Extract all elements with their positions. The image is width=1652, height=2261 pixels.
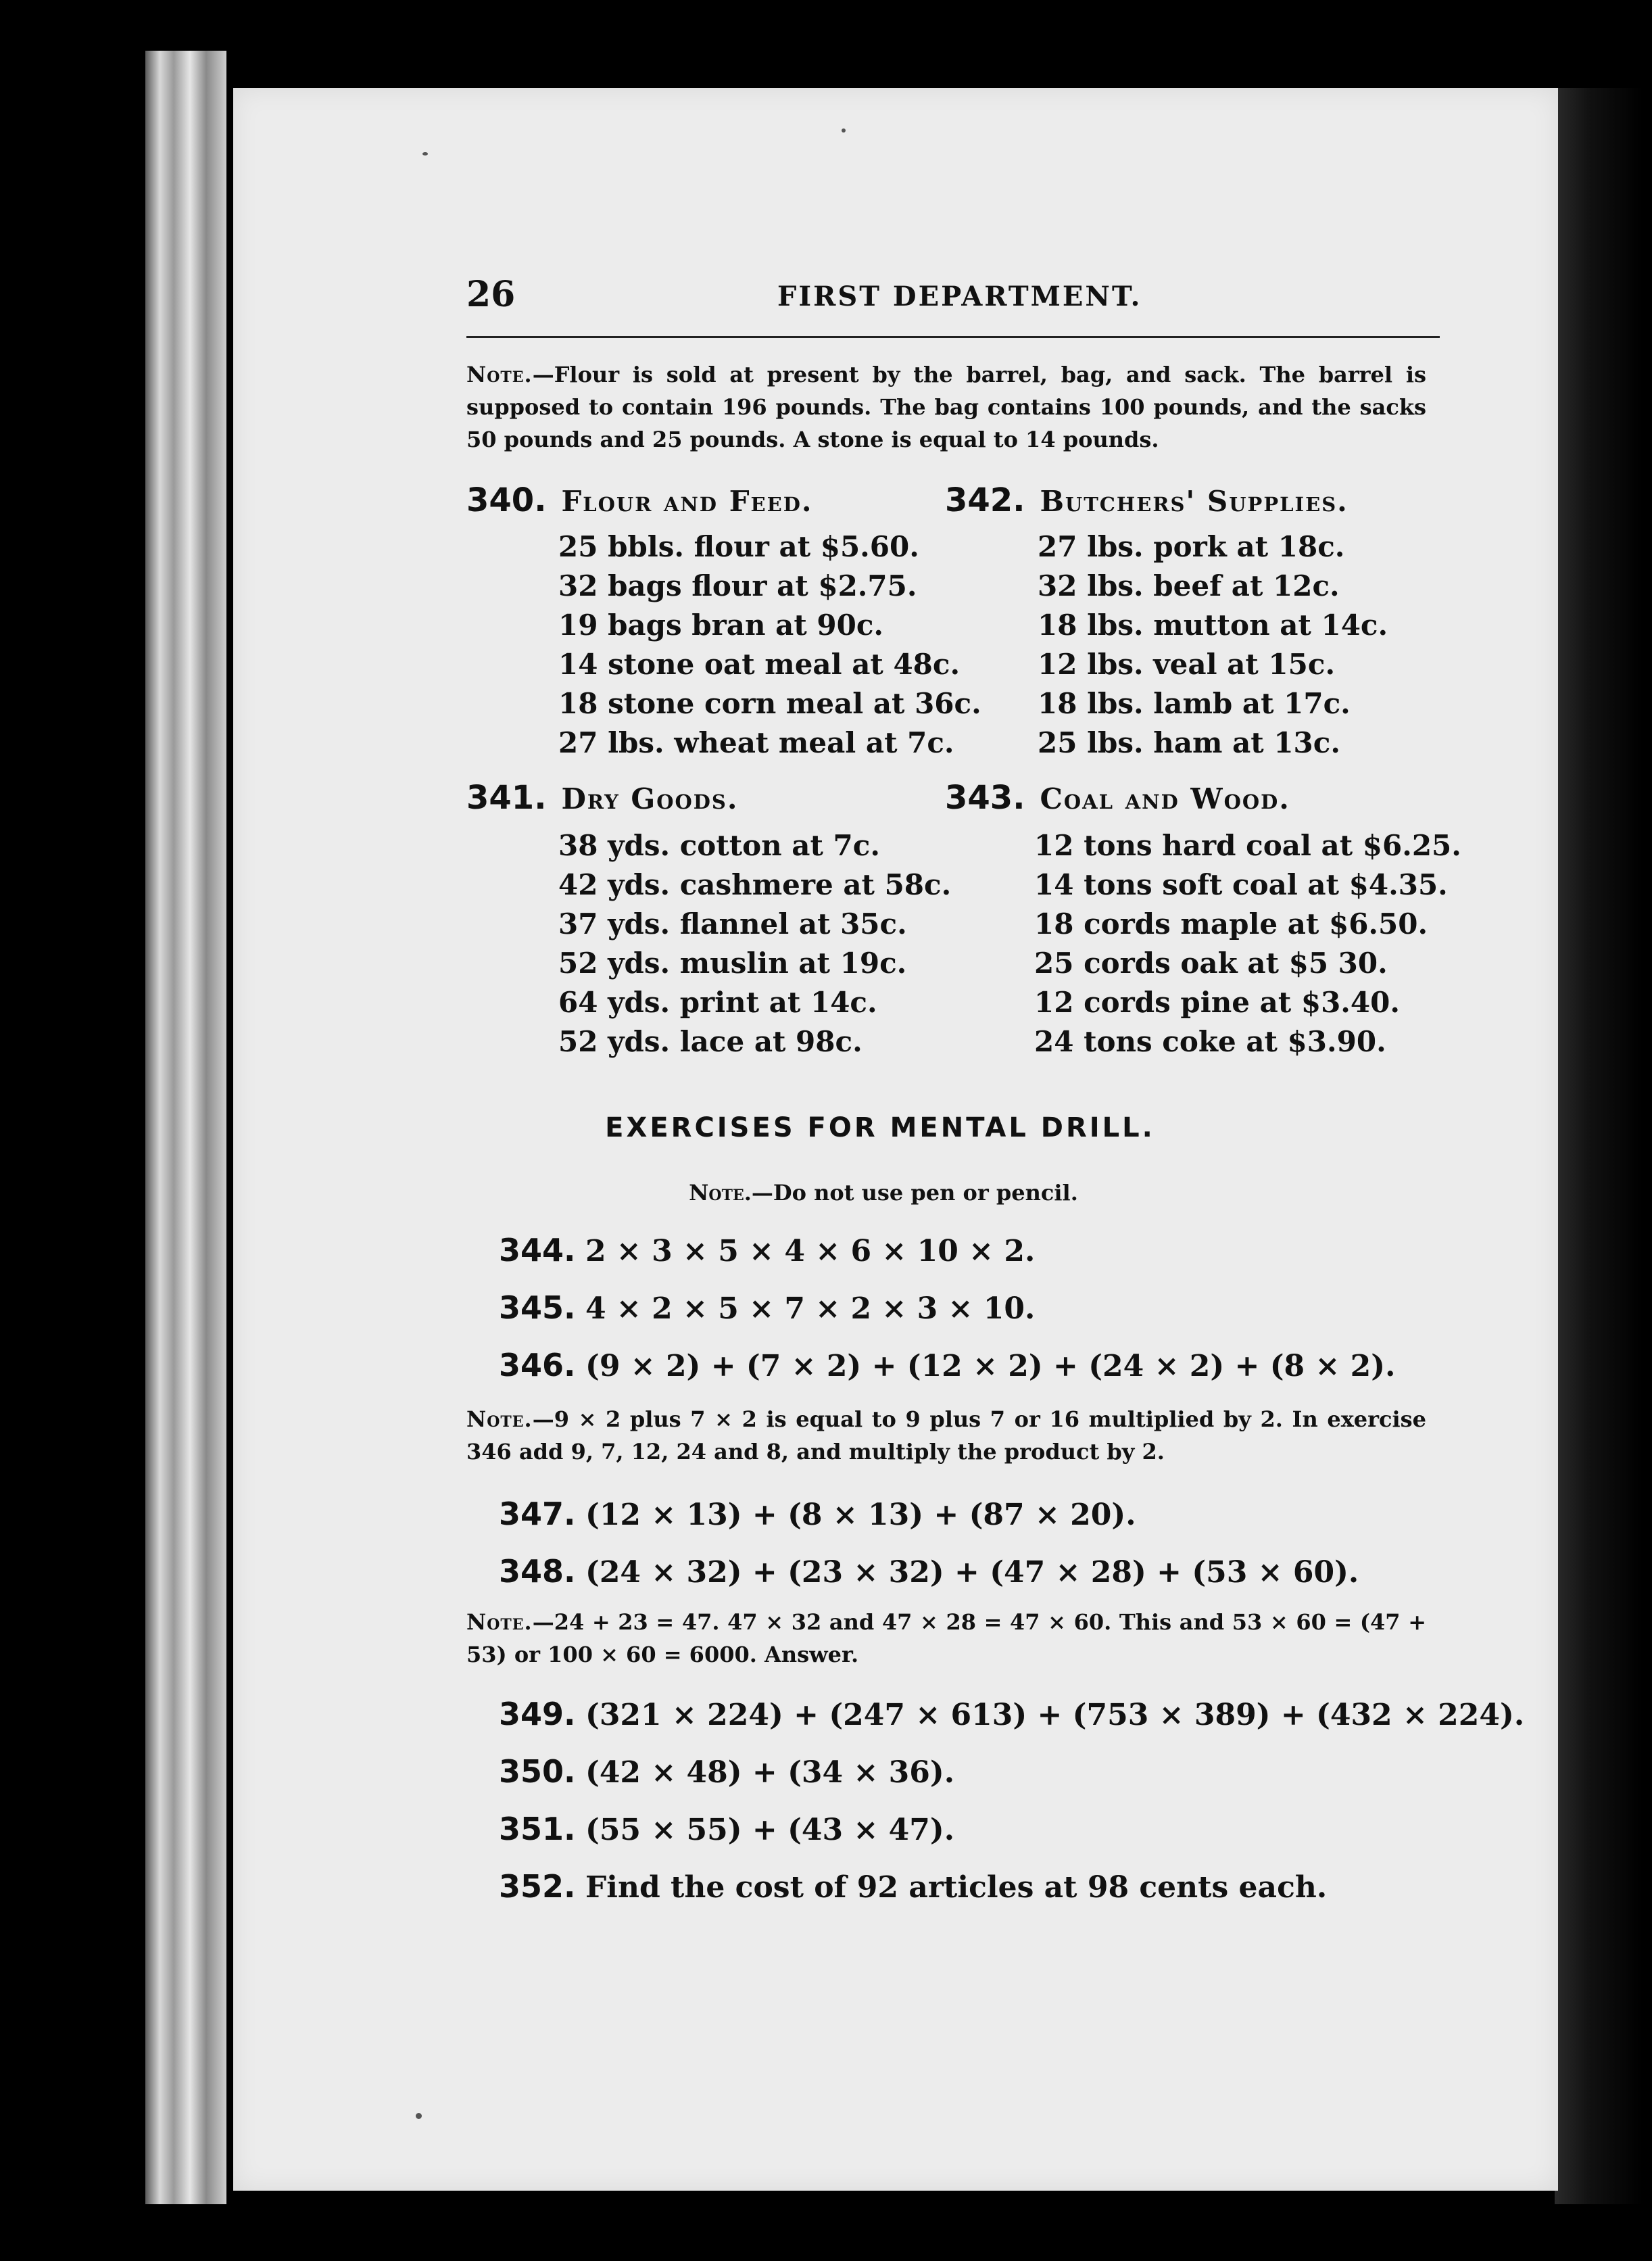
list-item: 18 lbs. mutton at 14c. [1038, 609, 1388, 642]
exercise-text: (24 × 32) + (23 × 32) + (47 × 28) + (53 × 60). [585, 1555, 1359, 1590]
exercise-text: 2 × 3 × 5 × 4 × 6 × 10 × 2. [585, 1234, 1036, 1268]
note-text: —Flour is sold at present by the barrel, bag, and sack. The barrel is supposed to contain 196 pounds. The bag contains 100 pounds, and the sacks 50 pounds and 25 pounds. A stone is equal to 14 pounds. [466, 362, 1426, 452]
exercise-346 [499, 1347, 1395, 1383]
problem-title: Butchers' Supplies. [1040, 485, 1349, 518]
problem-title: Coal and Wood. [1040, 782, 1290, 815]
exercise-number: 351. [499, 1811, 576, 1847]
problem-number: 343. [945, 779, 1025, 817]
exercise-text: Find the cost of 92 articles at 98 cents each. [585, 1870, 1328, 1905]
book-spine-shadow [1555, 88, 1643, 2204]
exercise-text: (9 × 2) + (7 × 2) + (12 × 2) + (24 × 2) + (8 × 2). [585, 1349, 1396, 1383]
list-item: 32 bags flour at $2.75. [558, 569, 917, 602]
problem-number: 340. [466, 481, 547, 519]
note-label: Note. [689, 1180, 752, 1206]
problem-341-list [558, 826, 951, 1062]
list-item: 27 lbs. pork at 18c. [1038, 530, 1345, 563]
problem-340-heading [466, 481, 813, 519]
scan-speck [842, 128, 846, 133]
list-item: 14 tons soft coal at $4.35. [1034, 868, 1448, 901]
list-item: 37 yds. flannel at 35c. [558, 907, 907, 941]
list-item: 25 lbs. ham at 13c. [1038, 726, 1340, 759]
exercise-number: 352. [499, 1868, 576, 1905]
list-item: 12 lbs. veal at 15c. [1038, 648, 1336, 681]
exercise-number: 350. [499, 1753, 576, 1790]
exercise-number: 345. [499, 1289, 576, 1326]
list-item: 18 cords maple at $6.50. [1034, 907, 1428, 941]
exercise-350 [499, 1753, 954, 1790]
scan-speck [422, 152, 428, 156]
list-item: 25 bbls. flour at $5.60. [558, 530, 919, 563]
exercise-345 [499, 1289, 1035, 1326]
list-item: 27 lbs. wheat meal at 7c. [558, 726, 954, 759]
problem-343-heading [945, 779, 1290, 817]
note-label: Note. [466, 1609, 533, 1635]
exercise-number: 344. [499, 1232, 576, 1268]
list-item: 42 yds. cashmere at 58c. [558, 868, 952, 901]
exercise-number: 348. [499, 1553, 576, 1590]
note-label: Note. [466, 1406, 533, 1432]
exercise-text: (321 × 224) + (247 × 613) + (753 × 389) + (432 × 224). [585, 1698, 1525, 1732]
list-item: 12 cords pine at $3.40. [1034, 986, 1400, 1019]
exercise-346-note [466, 1403, 1426, 1468]
problem-341-heading [466, 779, 739, 817]
list-item: 64 yds. print at 14c. [558, 986, 877, 1019]
problem-number: 341. [466, 779, 547, 817]
list-item: 18 lbs. lamb at 17c. [1038, 687, 1351, 720]
note-text: —24 + 23 = 47. 47 × 32 and 47 × 28 = 47 × 60. This and 53 × 60 = (47 + 53) or 100 × 60 = 6000. Answer. [466, 1609, 1426, 1667]
problem-342-heading [945, 481, 1349, 519]
list-item: 24 tons coke at $3.90. [1034, 1025, 1386, 1058]
note-text: —9 × 2 plus 7 × 2 is equal to 9 plus 7 or 16 multiplied by 2. In exercise 346 add 9, 7, 12, 24 and 8, and multiply the product by 2. [466, 1406, 1426, 1465]
problem-343-list [1034, 826, 1461, 1062]
exercise-text: 4 × 2 × 5 × 7 × 2 × 3 × 10. [585, 1291, 1036, 1326]
note-label: Note. [466, 362, 533, 387]
exercise-351 [499, 1811, 954, 1847]
exercise-text: (12 × 13) + (8 × 13) + (87 × 20). [585, 1498, 1136, 1532]
list-item: 25 cords oak at $5 30. [1034, 947, 1388, 980]
exercise-348-note [466, 1606, 1426, 1671]
problem-342-list [1038, 527, 1388, 763]
page-number: 26 [466, 274, 516, 315]
list-item: 18 stone corn meal at 36c. [558, 687, 981, 720]
problem-number: 342. [945, 481, 1025, 519]
exercise-number: 346. [499, 1347, 576, 1383]
list-item: 52 yds. lace at 98c. [558, 1025, 863, 1058]
running-head: FIRST DEPARTMENT. [777, 281, 1142, 312]
exercise-text: (55 × 55) + (43 × 47). [585, 1813, 955, 1847]
problem-title: Dry Goods. [561, 782, 739, 815]
list-item: 52 yds. muslin at 19c. [558, 947, 907, 980]
list-item: 19 bags bran at 90c. [558, 609, 884, 642]
list-item: 12 tons hard coal at $6.25. [1034, 829, 1461, 862]
flour-note [466, 358, 1426, 456]
scan-speck [416, 2113, 422, 2119]
problem-title: Flour and Feed. [561, 485, 813, 518]
exercise-347 [499, 1496, 1136, 1532]
exercise-number: 347. [499, 1496, 576, 1532]
drill-note [0, 1180, 1652, 1206]
problem-340-list [558, 527, 981, 763]
exercise-344 [499, 1232, 1035, 1268]
list-item: 38 yds. cotton at 7c. [558, 829, 880, 862]
header-rule [466, 336, 1440, 338]
exercise-348 [499, 1553, 1359, 1590]
list-item: 32 lbs. beef at 12c. [1038, 569, 1340, 602]
section-heading: EXERCISES FOR MENTAL DRILL. [605, 1112, 1155, 1143]
exercise-349 [499, 1696, 1524, 1732]
exercise-number: 349. [499, 1696, 576, 1732]
list-item: 14 stone oat meal at 48c. [558, 648, 961, 681]
exercise-352 [499, 1868, 1327, 1905]
note-text: —Do not use pen or pencil. [751, 1180, 1078, 1206]
exercise-text: (42 × 48) + (34 × 36). [585, 1755, 955, 1790]
